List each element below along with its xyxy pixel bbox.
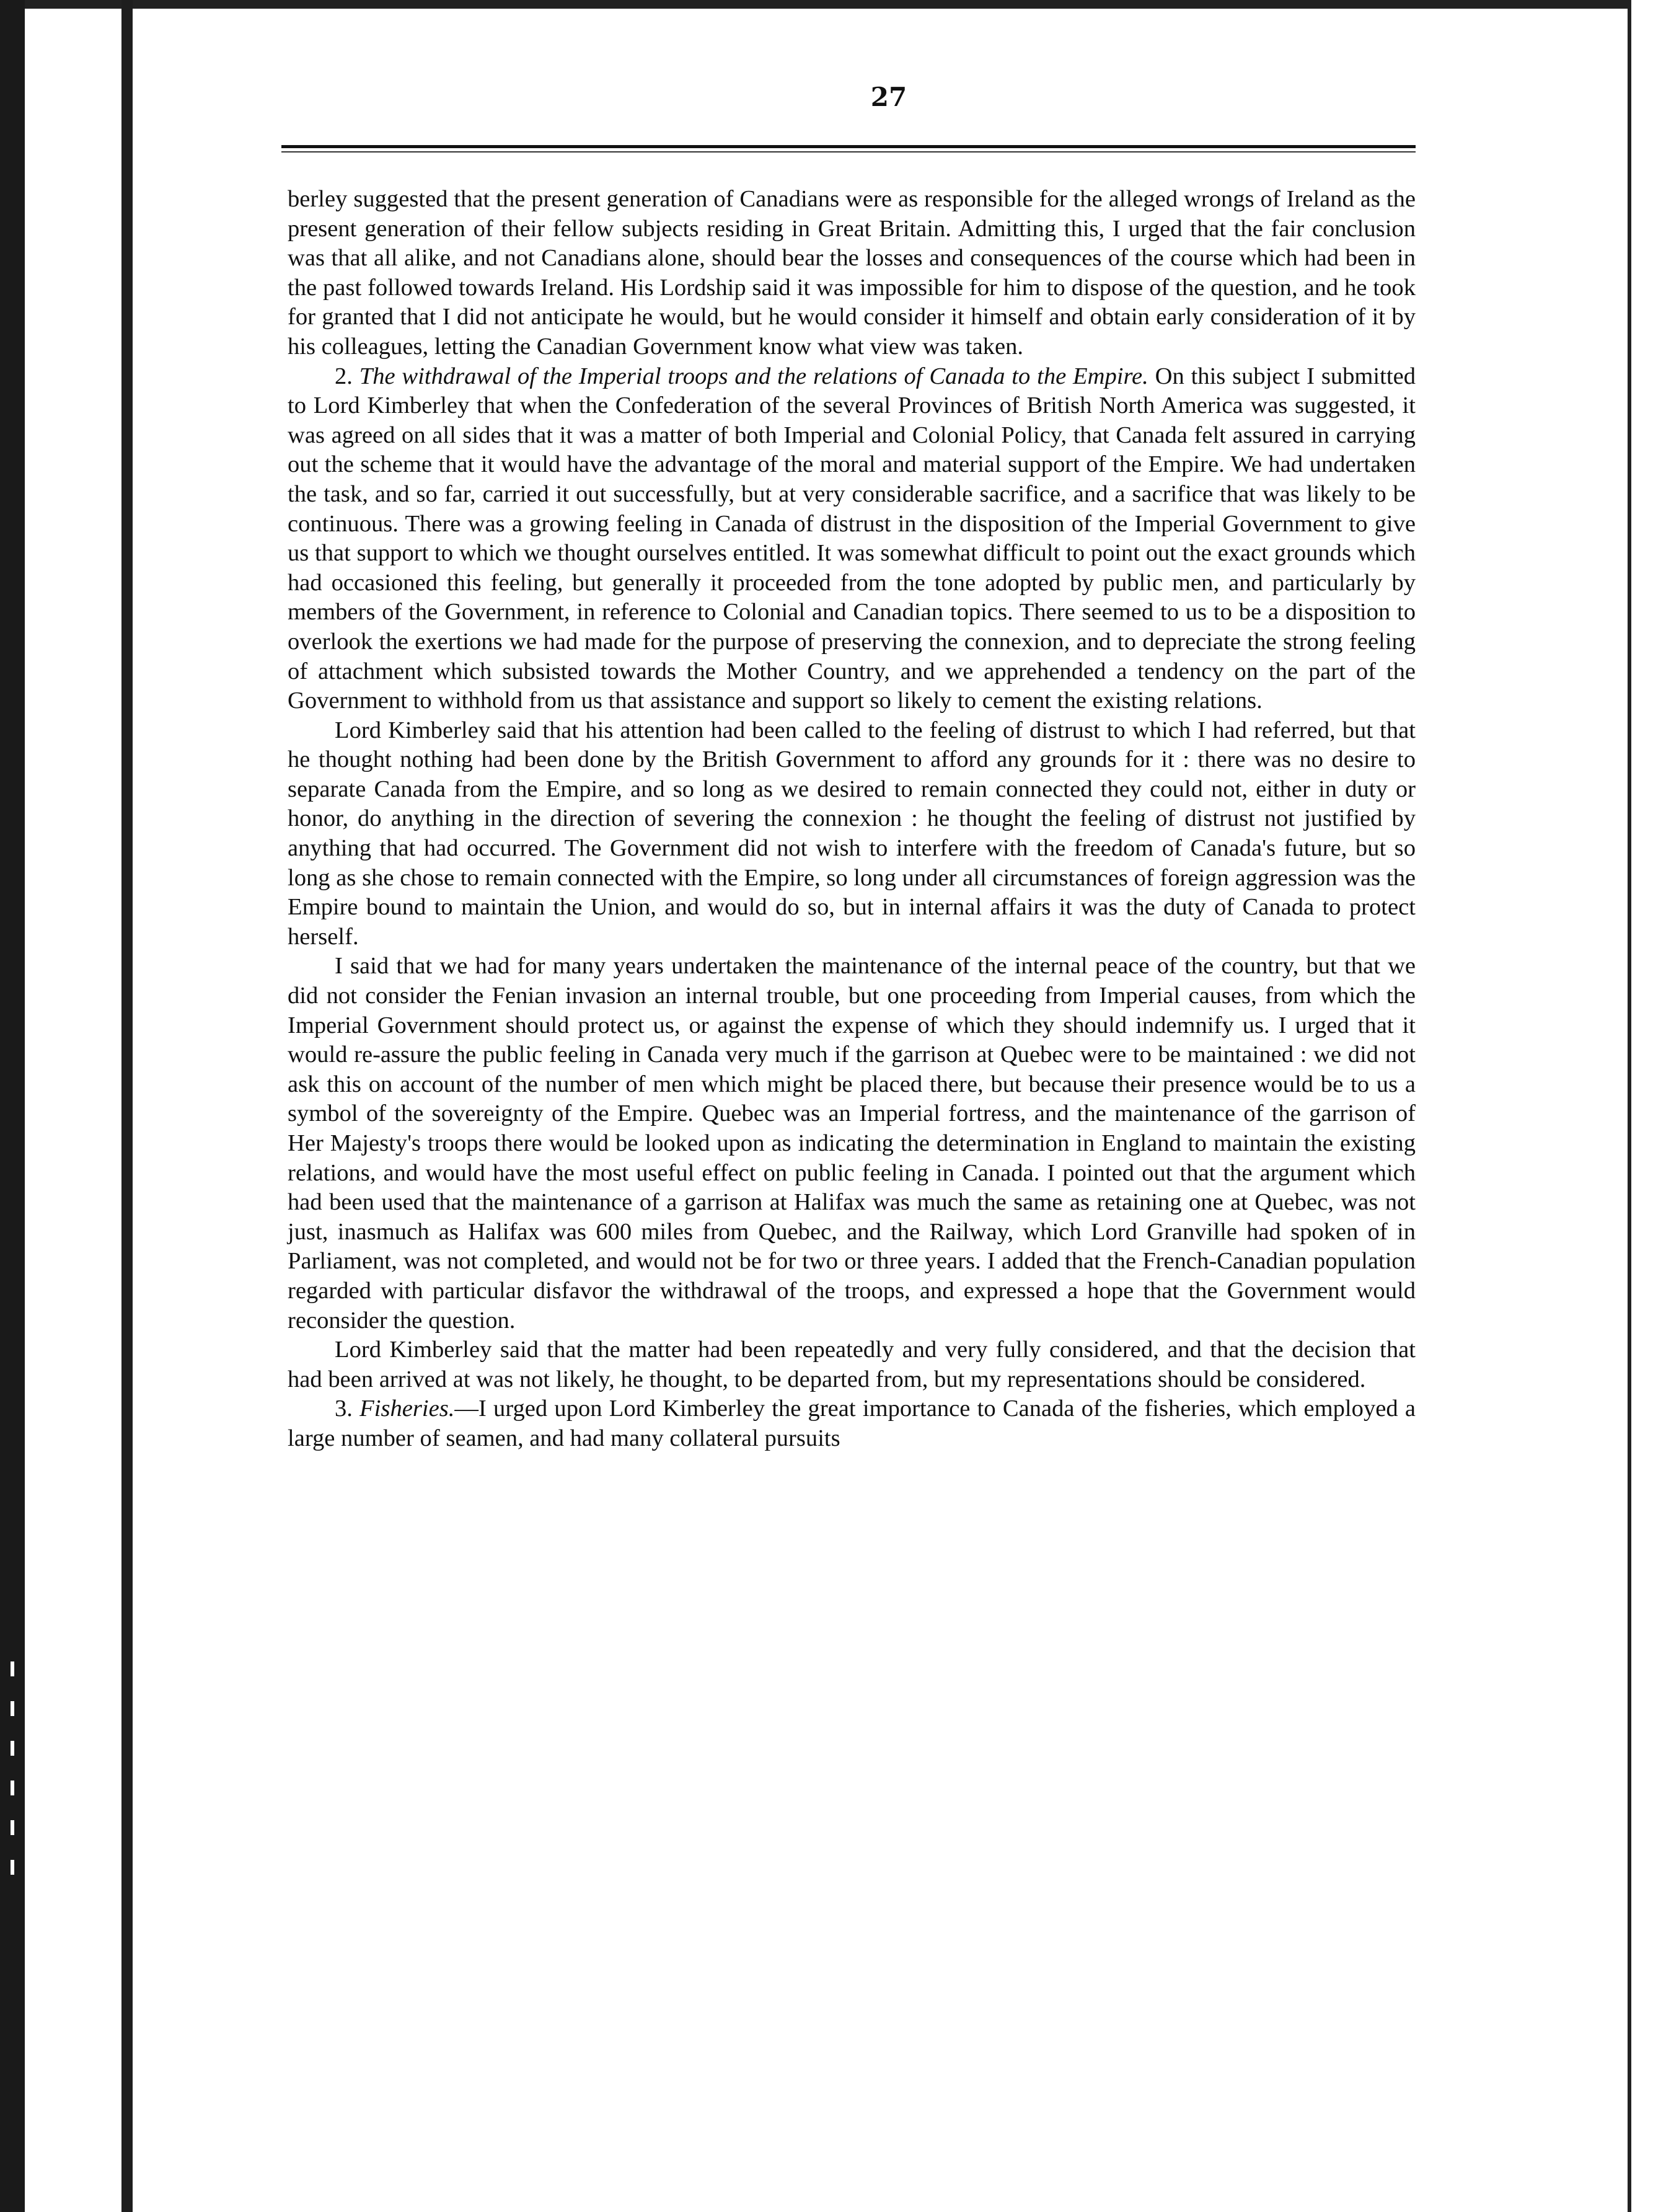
section-heading-3: Fisheries. <box>359 1396 455 1422</box>
document-page <box>133 9 1631 2212</box>
page-number: 27 <box>870 82 907 112</box>
paragraph-3: Lord Kimberley said that his attention had been called to the feeling of distrust to which I had referred, but that he thought nothing had been done by the British Government to afford any grounds for it : there was no desire to separate Canada from the Empire, and so long as we desired to remain connected they could not, either in duty or honor, do anything in the direction of severing the connexion : he thought the feeling of distrust not justified by anything that had occurred. The Government did not wish to interfere with the freedom of Canada's future, but so long as she chose to remain connected with the Empire, so long under all circumstances of foreign aggression was the Empire bound to maintain the Union, and would do so, but in internal affairs it was the duty of Canada to protect herself. <box>288 717 1416 950</box>
paragraph-2-body: On this subject I submitted to Lord Kimberley that when the Confederation of the several Provinces of British North America was suggested, it was agreed on all sides that it was a matter of both Imperial and Colonial Policy, that Canada felt assured in carrying out the scheme that it would have the advantage of the moral and material support of the Empire. We had undertaken the task, and so far, carried it out successfully, but at very considerable sacrifice, and a sacrifice that was likely to be continuous. There was a growing feeling in Canada of distrust in the disposition of the Imperial Government to give us that support to which we thought ourselves entitled. It was somewhat difficult to point out the exact grounds which had occasioned this feeling, but generally it proceeded from the tone adopted by public men, and particularly by members of the Government, in reference to Colonial and Canadian topics. There seemed to us to be a disposition to overlook the exertions we had made for the purpose of preserving the connexion, and to depreciate the strong feeling of attachment which subsisted towards the Mother Country, and we apprehended a tendency on the part of the Government to withhold from us that assistance and support so likely to cement the existing relations. <box>288 363 1416 714</box>
paragraph-1: berley suggested that the present generation of Canadians were as responsible for the alleged wrongs of Ireland as the present generation of their fellow subjects residing in Great Britain. Admitting this, I urged that the fair conclusion was that all alike, and not Canadians alone, should bear the losses and consequences of the course which had been in the past followed towards Ireland. His Lordship said it was impossible for him to dispose of the question, and he took for granted that I did not anticipate he would, but he would consider it himself and obtain early consideration of it by his colleagues, letting the Canadian Government know what view was taken. <box>288 186 1416 360</box>
section-number-3: 3. <box>335 1396 353 1422</box>
header-rule-thin <box>281 151 1416 153</box>
paragraph-2 <box>288 362 1416 716</box>
scan-right-border <box>1628 0 1666 2212</box>
paragraph-4: I said that we had for many years undertaken the maintenance of the internal peace of the country, but that we did not consider the Fenian invasion an internal trouble, but one proceeding from Imperial causes, from which the Imperial Government should protect us, or against the expense of which they should indemnify us. I urged that it would re-assure the public feeling in Canada very much if the garrison at Quebec were to be maintained : we did not ask this on account of the number of men which might be placed there, but because their presence would be to us a symbol of the sovereignty of the Empire. Quebec was an Imperial fortress, and the maintenance of the garrison of Her Majesty's troops there would be looked upon as indicating the determination in England to maintain the existing relations, and would have the most useful effect on public feeling in Canada. I pointed out that the argument which had been used that the maintenance of a garrison at Halifax was much the same as retaining one at Quebec, was not just, inasmuch as Halifax was 600 miles from Quebec, and the Railway, which Lord Granville had spoken of in Parliament, was not completed, and would not be for two or three years. I added that the French-Canadian population regarded with particular disfavor the withdrawal of the troops, and expressed a hope that the Government would reconsider the question. <box>288 953 1416 1334</box>
header-rule <box>281 145 1416 148</box>
section-heading-2: The withdrawal of the Imperial troops and the relations of Canada to the Empire. <box>359 363 1148 389</box>
scan-top-border <box>25 0 1631 9</box>
paragraph-5: Lord Kimberley said that the matter had been repeatedly and very fully considered, and that the decision that had been arrived at was not likely, he thought, to be departed from, but my representations should be considered. <box>288 1337 1416 1392</box>
page-spine-shadow <box>121 0 133 2212</box>
section-number-2: 2. <box>335 363 353 389</box>
paragraph-6-body: —I urged upon Lord Kimberley the great importance to Canada of the fisheries, which employed a large number of seamen, and had many collateral pursuits <box>288 1396 1416 1451</box>
paragraph-6 <box>288 1394 1416 1453</box>
body-text <box>288 185 1416 1454</box>
left-margin-marks <box>6 1637 19 1922</box>
